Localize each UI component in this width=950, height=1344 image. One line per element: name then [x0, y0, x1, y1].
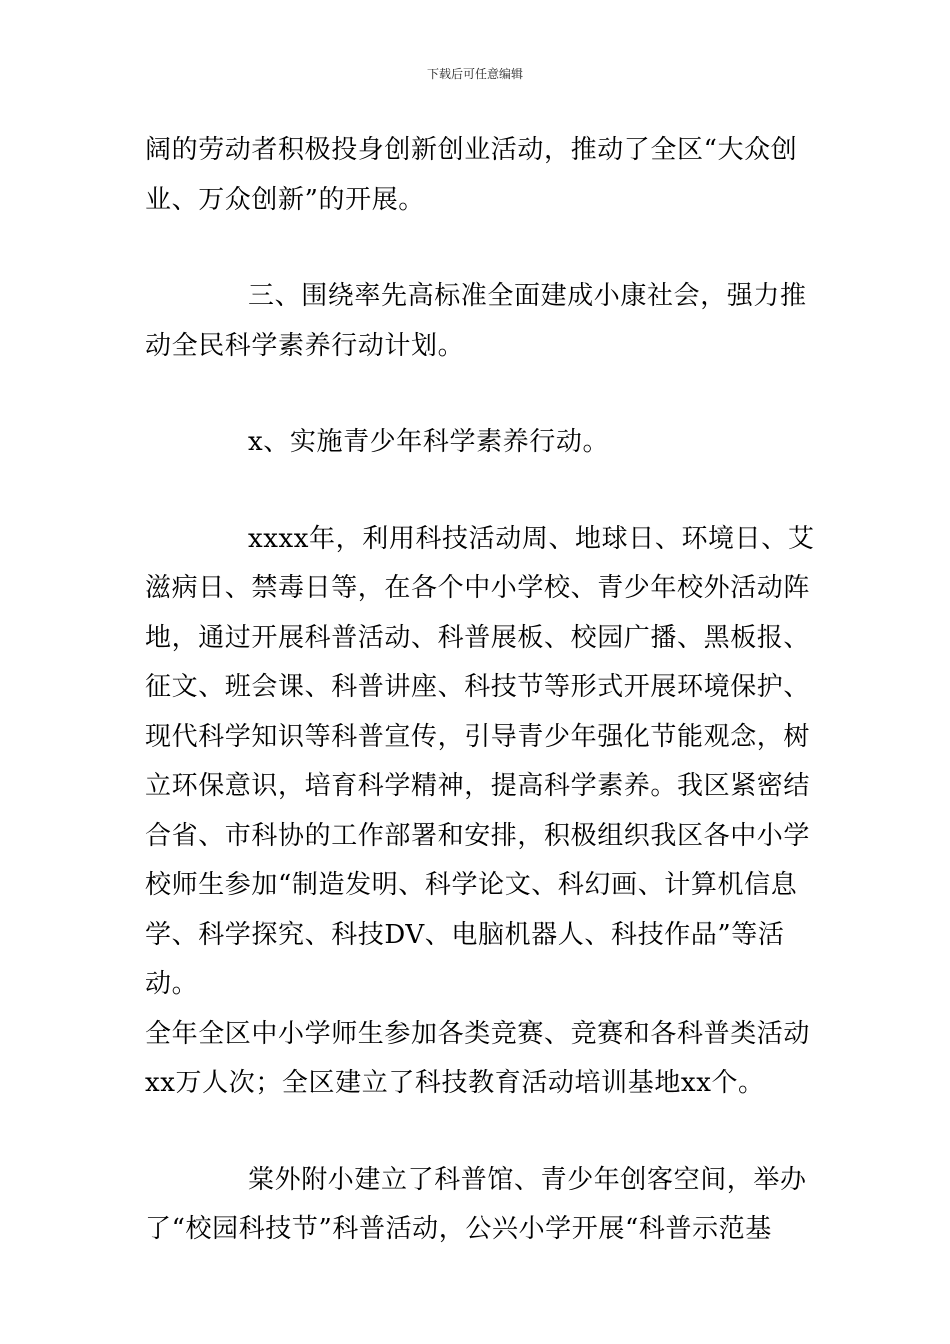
paragraph-1 [145, 126, 825, 225]
line: x、实施青少年科学素养行动。 [248, 427, 610, 457]
line: 了“校园科技节”科普活动，公兴小学开展“科普示范基 [145, 1214, 772, 1244]
line: xxxx年，利用科技活动周、地球日、环境日、艾 [248, 523, 815, 554]
paragraph-5 [145, 1156, 825, 1255]
line: 动全民科学素养行动计划。 [145, 330, 465, 361]
line: 业、万众创新”的开展。 [145, 184, 425, 215]
line: 全年全区中小学师生参加各类竞赛、竞赛和各科普类活动 [145, 1018, 811, 1049]
line: xx万人次；全区建立了科技教育活动培训基地xx个。 [145, 1068, 765, 1098]
line: 地，通过开展科普活动、科普展板、校园广播、黑板报、 [145, 622, 811, 653]
line: 阔的劳动者积极投身创新创业活动，推动了全区“大众创 [145, 135, 798, 165]
page-header: 下载后可任意编辑 [426, 67, 523, 81]
paragraph-2 [145, 272, 825, 371]
line: 棠外附小建立了科普馆、青少年创客空间，举办 [248, 1164, 807, 1195]
document-body [145, 126, 825, 1255]
line: 征文、班会课、科普讲座、科技节等形式开展环境保护、 [145, 672, 811, 702]
line: 学、科学探究、科技DV、电脑机器人、科技作品”等活动。 [145, 919, 785, 999]
paragraph-4 [145, 515, 825, 1109]
line: 三、围绕率先高标准全面建成小康社会，强力推 [248, 281, 807, 311]
paragraph-3 [145, 418, 825, 468]
line: 合省、市科协的工作部署和安排，积极组织我区各中小学 [145, 820, 811, 851]
line: 立环保意识，培育科学精神，提高科学素养。我区紧密结 [145, 771, 811, 801]
line: 现代科学知识等科普宣传，引导青少年强化节能观念，树 [145, 721, 811, 752]
line: 校师生参加“制造发明、科学论文、科幻画、计算机信息 [145, 870, 798, 900]
line: 滋病日、禁毒日等，在各个中小学校、青少年校外活动阵 [145, 573, 811, 603]
